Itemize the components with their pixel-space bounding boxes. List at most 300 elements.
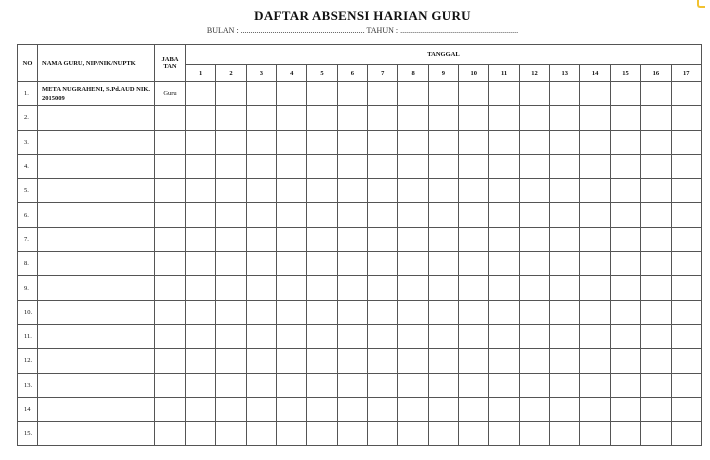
- attendance-cell[interactable]: [610, 373, 640, 397]
- attendance-cell[interactable]: [641, 130, 671, 154]
- attendance-cell[interactable]: [671, 154, 702, 178]
- attendance-cell[interactable]: [610, 324, 640, 348]
- attendance-cell[interactable]: [459, 227, 489, 251]
- attendance-cell[interactable]: [641, 397, 671, 421]
- attendance-cell[interactable]: [398, 82, 428, 106]
- attendance-cell[interactable]: [186, 397, 216, 421]
- attendance-cell[interactable]: [337, 422, 367, 446]
- attendance-cell[interactable]: [368, 82, 398, 106]
- attendance-cell[interactable]: [459, 203, 489, 227]
- attendance-cell[interactable]: [428, 179, 458, 203]
- table-row: [18, 82, 702, 106]
- attendance-cell[interactable]: [186, 324, 216, 348]
- attendance-cell[interactable]: [580, 252, 610, 276]
- attendance-cell[interactable]: [580, 179, 610, 203]
- attendance-cell[interactable]: [277, 300, 307, 324]
- attendance-cell[interactable]: [459, 154, 489, 178]
- attendance-cell[interactable]: [307, 154, 337, 178]
- row-number: 11.: [18, 324, 38, 348]
- attendance-cell[interactable]: [671, 324, 702, 348]
- attendance-cell[interactable]: [580, 227, 610, 251]
- attendance-cell[interactable]: [186, 227, 216, 251]
- position-cell[interactable]: [155, 300, 186, 324]
- attendance-cell[interactable]: [246, 203, 276, 227]
- attendance-cell[interactable]: [459, 349, 489, 373]
- attendance-cell[interactable]: [186, 422, 216, 446]
- teacher-name-cell[interactable]: [38, 252, 155, 276]
- teacher-name-cell[interactable]: [38, 324, 155, 348]
- attendance-cell[interactable]: [550, 82, 580, 106]
- attendance-cell[interactable]: [307, 130, 337, 154]
- attendance-cell[interactable]: [246, 422, 276, 446]
- attendance-cell[interactable]: [307, 373, 337, 397]
- attendance-cell[interactable]: [307, 203, 337, 227]
- attendance-cell[interactable]: [307, 227, 337, 251]
- attendance-cell[interactable]: [428, 397, 458, 421]
- header-no: NO: [18, 45, 38, 82]
- position-cell[interactable]: [155, 349, 186, 373]
- attendance-cell[interactable]: [610, 349, 640, 373]
- attendance-cell[interactable]: [519, 130, 549, 154]
- attendance-cell[interactable]: [186, 349, 216, 373]
- attendance-cell[interactable]: [337, 82, 367, 106]
- attendance-cell[interactable]: [216, 252, 246, 276]
- attendance-cell[interactable]: [216, 179, 246, 203]
- attendance-cell[interactable]: [519, 300, 549, 324]
- attendance-cell[interactable]: [368, 397, 398, 421]
- attendance-cell[interactable]: [216, 422, 246, 446]
- attendance-cell[interactable]: [550, 179, 580, 203]
- attendance-cell[interactable]: [519, 154, 549, 178]
- attendance-cell[interactable]: [610, 276, 640, 300]
- position-cell[interactable]: [155, 397, 186, 421]
- attendance-cell[interactable]: [246, 276, 276, 300]
- attendance-cell[interactable]: [671, 349, 702, 373]
- attendance-cell[interactable]: [337, 349, 367, 373]
- attendance-cell[interactable]: [580, 82, 610, 106]
- attendance-cell[interactable]: [337, 373, 367, 397]
- attendance-cell[interactable]: [307, 422, 337, 446]
- attendance-cell[interactable]: [610, 130, 640, 154]
- attendance-cell[interactable]: [186, 276, 216, 300]
- teacher-name-cell[interactable]: [38, 106, 155, 130]
- attendance-cell[interactable]: [671, 106, 702, 130]
- attendance-cell[interactable]: [337, 203, 367, 227]
- attendance-cell[interactable]: [246, 324, 276, 348]
- attendance-cell[interactable]: [519, 82, 549, 106]
- attendance-cell[interactable]: [610, 252, 640, 276]
- attendance-cell[interactable]: [246, 300, 276, 324]
- attendance-cell[interactable]: [277, 397, 307, 421]
- attendance-cell[interactable]: [216, 373, 246, 397]
- attendance-cell[interactable]: [246, 106, 276, 130]
- attendance-cell[interactable]: [671, 252, 702, 276]
- attendance-cell[interactable]: [550, 373, 580, 397]
- teacher-name-cell[interactable]: [38, 154, 155, 178]
- attendance-cell[interactable]: [489, 300, 519, 324]
- teacher-name-cell[interactable]: [38, 276, 155, 300]
- attendance-cell[interactable]: [550, 397, 580, 421]
- attendance-cell[interactable]: [277, 154, 307, 178]
- attendance-cell[interactable]: [671, 179, 702, 203]
- attendance-cell[interactable]: [641, 82, 671, 106]
- attendance-cell[interactable]: [489, 373, 519, 397]
- teacher-name-cell[interactable]: [38, 203, 155, 227]
- attendance-cell[interactable]: [246, 252, 276, 276]
- attendance-cell[interactable]: [216, 130, 246, 154]
- attendance-cell[interactable]: [641, 154, 671, 178]
- position-cell[interactable]: [155, 106, 186, 130]
- attendance-cell[interactable]: [277, 422, 307, 446]
- attendance-cell[interactable]: [307, 324, 337, 348]
- attendance-cell[interactable]: [246, 373, 276, 397]
- attendance-cell[interactable]: [641, 300, 671, 324]
- attendance-cell[interactable]: [368, 252, 398, 276]
- attendance-cell[interactable]: [216, 227, 246, 251]
- teacher-name-cell[interactable]: [38, 373, 155, 397]
- position-cell[interactable]: [155, 179, 186, 203]
- attendance-cell[interactable]: [277, 106, 307, 130]
- attendance-cell[interactable]: [519, 349, 549, 373]
- attendance-cell[interactable]: [671, 227, 702, 251]
- attendance-cell[interactable]: [246, 154, 276, 178]
- attendance-cell[interactable]: [519, 324, 549, 348]
- attendance-cell[interactable]: [580, 106, 610, 130]
- attendance-cell[interactable]: [641, 203, 671, 227]
- attendance-cell[interactable]: [489, 422, 519, 446]
- attendance-cell[interactable]: [550, 276, 580, 300]
- attendance-cell[interactable]: [489, 324, 519, 348]
- attendance-cell[interactable]: [519, 179, 549, 203]
- position-cell[interactable]: [155, 130, 186, 154]
- attendance-cell[interactable]: [216, 106, 246, 130]
- attendance-cell[interactable]: [610, 300, 640, 324]
- attendance-cell[interactable]: [428, 422, 458, 446]
- attendance-cell[interactable]: [519, 422, 549, 446]
- teacher-name-cell[interactable]: [38, 227, 155, 251]
- attendance-cell[interactable]: [459, 422, 489, 446]
- attendance-cell[interactable]: [489, 397, 519, 421]
- attendance-cell[interactable]: [368, 373, 398, 397]
- teacher-name-cell[interactable]: [38, 130, 155, 154]
- attendance-cell[interactable]: [186, 106, 216, 130]
- attendance-cell[interactable]: [277, 349, 307, 373]
- attendance-cell[interactable]: [337, 276, 367, 300]
- attendance-cell[interactable]: [398, 154, 428, 178]
- attendance-cell[interactable]: [398, 373, 428, 397]
- attendance-cell[interactable]: [489, 82, 519, 106]
- attendance-cell[interactable]: [216, 276, 246, 300]
- position-cell[interactable]: [155, 373, 186, 397]
- attendance-cell[interactable]: [459, 82, 489, 106]
- attendance-cell[interactable]: [580, 349, 610, 373]
- teacher-name-cell[interactable]: [38, 349, 155, 373]
- attendance-cell[interactable]: [459, 106, 489, 130]
- attendance-cell[interactable]: [580, 300, 610, 324]
- attendance-cell[interactable]: [277, 276, 307, 300]
- attendance-cell[interactable]: [398, 130, 428, 154]
- attendance-cell[interactable]: [580, 203, 610, 227]
- attendance-cell[interactable]: [428, 106, 458, 130]
- attendance-cell[interactable]: [186, 203, 216, 227]
- attendance-cell[interactable]: [337, 154, 367, 178]
- attendance-cell[interactable]: [610, 227, 640, 251]
- attendance-cell[interactable]: [246, 130, 276, 154]
- attendance-cell[interactable]: [186, 252, 216, 276]
- attendance-cell[interactable]: [307, 276, 337, 300]
- attendance-cell[interactable]: [428, 227, 458, 251]
- attendance-cell[interactable]: [641, 422, 671, 446]
- attendance-cell[interactable]: [246, 227, 276, 251]
- attendance-cell[interactable]: [307, 252, 337, 276]
- attendance-cell[interactable]: [550, 106, 580, 130]
- attendance-cell[interactable]: [428, 82, 458, 106]
- row-number: 14: [18, 397, 38, 421]
- attendance-cell[interactable]: [519, 106, 549, 130]
- attendance-cell[interactable]: [368, 422, 398, 446]
- attendance-cell[interactable]: [398, 397, 428, 421]
- attendance-cell[interactable]: [489, 179, 519, 203]
- attendance-cell[interactable]: [337, 130, 367, 154]
- attendance-cell[interactable]: [641, 276, 671, 300]
- table-row: [18, 276, 702, 300]
- attendance-cell[interactable]: [580, 397, 610, 421]
- attendance-cell[interactable]: [610, 397, 640, 421]
- attendance-cell[interactable]: [459, 130, 489, 154]
- attendance-cell[interactable]: [459, 252, 489, 276]
- attendance-cell[interactable]: [368, 179, 398, 203]
- attendance-cell[interactable]: [398, 179, 428, 203]
- attendance-cell[interactable]: [641, 227, 671, 251]
- row-number: 10.: [18, 300, 38, 324]
- position-cell[interactable]: [155, 203, 186, 227]
- attendance-cell[interactable]: [641, 349, 671, 373]
- attendance-cell[interactable]: [368, 324, 398, 348]
- attendance-cell[interactable]: [277, 324, 307, 348]
- attendance-cell[interactable]: [368, 349, 398, 373]
- position-cell[interactable]: [155, 154, 186, 178]
- attendance-cell[interactable]: [550, 349, 580, 373]
- attendance-cell[interactable]: [671, 373, 702, 397]
- attendance-cell[interactable]: [580, 324, 610, 348]
- attendance-cell[interactable]: [277, 373, 307, 397]
- attendance-cell[interactable]: [580, 276, 610, 300]
- attendance-cell[interactable]: [246, 179, 276, 203]
- attendance-cell[interactable]: [186, 130, 216, 154]
- attendance-cell[interactable]: [428, 130, 458, 154]
- day-header: 8: [398, 65, 428, 82]
- header-position: JABA TAN: [155, 45, 186, 82]
- attendance-cell[interactable]: [216, 324, 246, 348]
- attendance-cell[interactable]: [610, 154, 640, 178]
- attendance-cell[interactable]: [459, 373, 489, 397]
- attendance-cell[interactable]: [489, 106, 519, 130]
- attendance-cell[interactable]: [368, 106, 398, 130]
- attendance-cell[interactable]: [550, 203, 580, 227]
- attendance-cell[interactable]: [519, 203, 549, 227]
- attendance-cell[interactable]: [610, 179, 640, 203]
- attendance-cell[interactable]: [428, 373, 458, 397]
- attendance-cell[interactable]: [641, 106, 671, 130]
- teacher-name-cell[interactable]: META NUGRAHENI, S.Pd.AUD NIK. 2015009: [38, 82, 155, 106]
- position-cell[interactable]: [155, 252, 186, 276]
- attendance-cell[interactable]: [368, 300, 398, 324]
- attendance-cell[interactable]: [428, 349, 458, 373]
- attendance-cell[interactable]: [246, 349, 276, 373]
- attendance-cell[interactable]: [671, 203, 702, 227]
- attendance-cell[interactable]: [337, 252, 367, 276]
- teacher-name-cell[interactable]: [38, 179, 155, 203]
- attendance-cell[interactable]: [459, 276, 489, 300]
- attendance-cell[interactable]: [641, 179, 671, 203]
- attendance-cell[interactable]: [519, 373, 549, 397]
- table-row: [18, 106, 702, 130]
- attendance-cell[interactable]: [489, 349, 519, 373]
- attendance-cell[interactable]: [368, 276, 398, 300]
- attendance-cell[interactable]: [277, 179, 307, 203]
- attendance-cell[interactable]: [671, 422, 702, 446]
- attendance-cell[interactable]: [337, 397, 367, 421]
- attendance-cell[interactable]: [641, 373, 671, 397]
- attendance-cell[interactable]: [550, 300, 580, 324]
- attendance-cell[interactable]: [610, 82, 640, 106]
- attendance-cell[interactable]: [550, 154, 580, 178]
- attendance-cell[interactable]: [368, 154, 398, 178]
- day-header: 16: [641, 65, 671, 82]
- attendance-cell[interactable]: [428, 203, 458, 227]
- teacher-name-cell[interactable]: [38, 397, 155, 421]
- attendance-cell[interactable]: [186, 373, 216, 397]
- attendance-cell[interactable]: [428, 276, 458, 300]
- attendance-cell[interactable]: [246, 397, 276, 421]
- attendance-cell[interactable]: [671, 276, 702, 300]
- attendance-cell[interactable]: [398, 300, 428, 324]
- attendance-cell[interactable]: [398, 324, 428, 348]
- attendance-cell[interactable]: [368, 227, 398, 251]
- day-header: 7: [368, 65, 398, 82]
- attendance-cell[interactable]: [489, 252, 519, 276]
- attendance-cell[interactable]: [489, 227, 519, 251]
- attendance-cell[interactable]: [368, 203, 398, 227]
- attendance-cell[interactable]: [337, 179, 367, 203]
- attendance-cell[interactable]: [277, 227, 307, 251]
- attendance-cell[interactable]: [337, 106, 367, 130]
- attendance-cell[interactable]: [671, 397, 702, 421]
- attendance-cell[interactable]: [580, 373, 610, 397]
- attendance-cell[interactable]: [428, 324, 458, 348]
- attendance-cell[interactable]: [277, 252, 307, 276]
- attendance-cell[interactable]: [216, 349, 246, 373]
- attendance-cell[interactable]: [186, 82, 216, 106]
- attendance-cell[interactable]: [428, 300, 458, 324]
- attendance-cell[interactable]: [398, 227, 428, 251]
- attendance-cell[interactable]: [398, 252, 428, 276]
- teacher-name-cell[interactable]: [38, 422, 155, 446]
- attendance-cell[interactable]: [277, 82, 307, 106]
- attendance-cell[interactable]: [641, 252, 671, 276]
- attendance-cell[interactable]: [459, 397, 489, 421]
- attendance-cell[interactable]: [337, 324, 367, 348]
- attendance-cell[interactable]: [489, 154, 519, 178]
- attendance-cell[interactable]: [216, 300, 246, 324]
- attendance-cell[interactable]: [550, 324, 580, 348]
- attendance-cell[interactable]: [337, 227, 367, 251]
- attendance-cell[interactable]: [216, 203, 246, 227]
- attendance-cell[interactable]: [307, 82, 337, 106]
- attendance-cell[interactable]: [428, 252, 458, 276]
- attendance-cell[interactable]: [337, 300, 367, 324]
- attendance-cell[interactable]: [489, 203, 519, 227]
- attendance-cell[interactable]: [186, 300, 216, 324]
- attendance-cell[interactable]: [489, 130, 519, 154]
- attendance-cell[interactable]: [519, 397, 549, 421]
- attendance-cell[interactable]: [277, 203, 307, 227]
- attendance-cell[interactable]: [580, 422, 610, 446]
- attendance-cell[interactable]: [246, 82, 276, 106]
- attendance-cell[interactable]: [186, 154, 216, 178]
- attendance-cell[interactable]: [307, 397, 337, 421]
- page-title: DAFTAR ABSENSI HARIAN GURU: [254, 8, 471, 23]
- day-header: 17: [671, 65, 702, 82]
- attendance-cell[interactable]: [398, 422, 428, 446]
- attendance-cell[interactable]: [550, 227, 580, 251]
- position-cell[interactable]: [155, 422, 186, 446]
- attendance-cell[interactable]: [459, 179, 489, 203]
- table-row: [18, 154, 702, 178]
- attendance-cell[interactable]: [550, 130, 580, 154]
- attendance-cell[interactable]: [398, 349, 428, 373]
- attendance-cell[interactable]: [671, 300, 702, 324]
- attendance-cell[interactable]: [459, 324, 489, 348]
- attendance-cell[interactable]: [519, 252, 549, 276]
- position-cell[interactable]: [155, 227, 186, 251]
- attendance-cell[interactable]: [216, 397, 246, 421]
- position-cell[interactable]: Guru: [155, 82, 186, 106]
- attendance-cell[interactable]: [610, 203, 640, 227]
- attendance-cell[interactable]: [216, 82, 246, 106]
- attendance-cell[interactable]: [398, 106, 428, 130]
- attendance-cell[interactable]: [428, 154, 458, 178]
- attendance-cell[interactable]: [610, 106, 640, 130]
- attendance-cell[interactable]: [671, 130, 702, 154]
- attendance-cell[interactable]: [641, 324, 671, 348]
- attendance-cell[interactable]: [277, 130, 307, 154]
- attendance-cell[interactable]: [671, 82, 702, 106]
- attendance-cell[interactable]: [398, 276, 428, 300]
- attendance-cell[interactable]: [459, 300, 489, 324]
- attendance-cell[interactable]: [398, 203, 428, 227]
- attendance-cell[interactable]: [489, 276, 519, 300]
- teacher-name-cell[interactable]: [38, 300, 155, 324]
- attendance-cell[interactable]: [368, 130, 398, 154]
- attendance-cell[interactable]: [307, 349, 337, 373]
- attendance-cell[interactable]: [216, 154, 246, 178]
- attendance-cell[interactable]: [186, 179, 216, 203]
- attendance-cell[interactable]: [519, 276, 549, 300]
- attendance-cell[interactable]: [307, 179, 337, 203]
- row-number: 7.: [18, 227, 38, 251]
- attendance-cell[interactable]: [550, 422, 580, 446]
- attendance-cell[interactable]: [307, 106, 337, 130]
- attendance-cell[interactable]: [580, 130, 610, 154]
- attendance-cell[interactable]: [580, 154, 610, 178]
- position-cell[interactable]: [155, 276, 186, 300]
- position-cell[interactable]: [155, 324, 186, 348]
- attendance-cell[interactable]: [610, 422, 640, 446]
- attendance-cell[interactable]: [550, 252, 580, 276]
- attendance-cell[interactable]: [307, 300, 337, 324]
- attendance-cell[interactable]: [519, 227, 549, 251]
